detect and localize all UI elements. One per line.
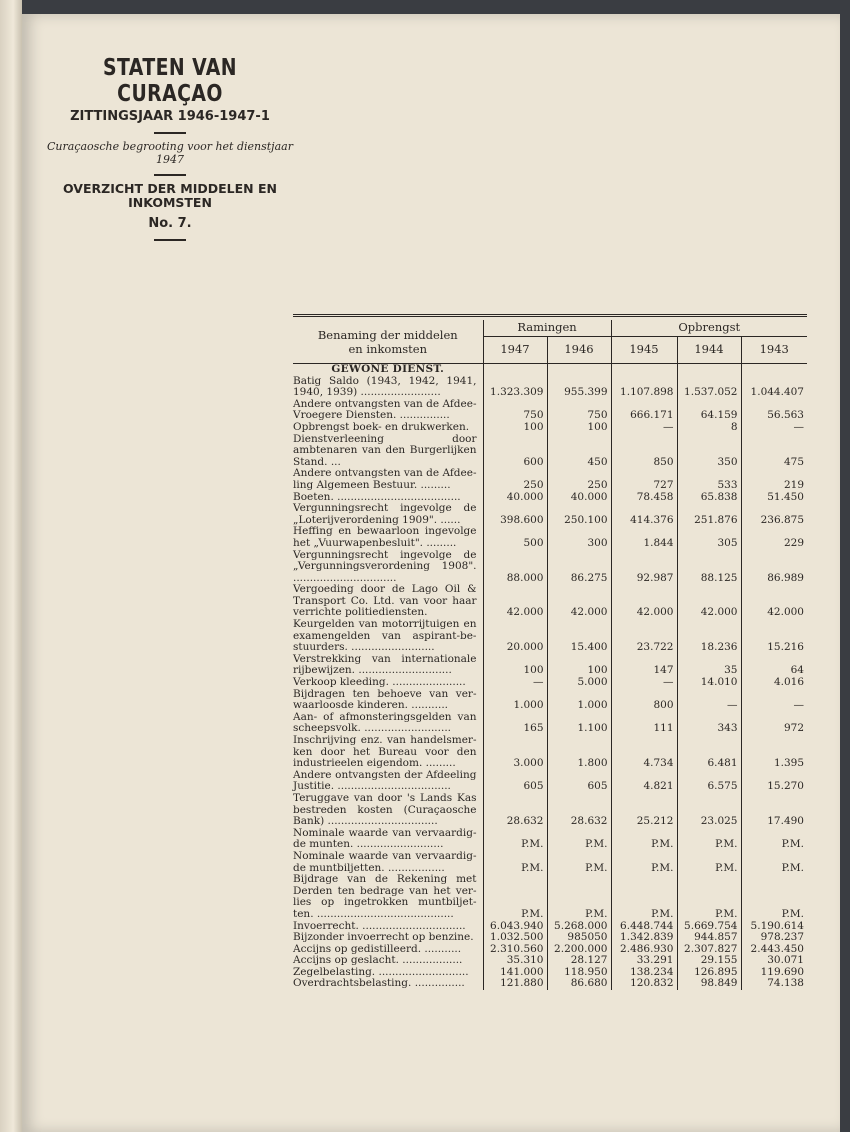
table-row (293, 689, 807, 712)
cell-1946: 300 (547, 526, 611, 549)
cell-1943: — (741, 422, 807, 434)
row-description: Andere ontvangsten van de Afdee- ling Algemeen Bestuur. ......... (293, 467, 477, 491)
cell-1944: 2.307.827 (677, 944, 741, 956)
cell-1944: 18.236 (677, 619, 741, 654)
cell-1944: 14.010 (677, 677, 741, 689)
cell-1946: 28.127 (547, 955, 611, 967)
cell-1944: 343 (677, 712, 741, 735)
cell-1945: P.M. (611, 874, 677, 920)
cell-1945: 4.821 (611, 770, 677, 793)
cell-1943: 119.690 (741, 967, 807, 979)
cell-1946: 450 (547, 434, 611, 469)
cell-1947: 35.310 (483, 955, 547, 967)
cell-1945: 4.734 (611, 735, 677, 770)
row-description: Vergunningsrecht ingevolge de „Loterijverordening 1909". ...... (293, 502, 477, 526)
cell-1947: 750 (483, 399, 547, 422)
cell-1945: P.M. (611, 828, 677, 851)
cell-1945: 727 (611, 468, 677, 491)
cell-1945: 6.448.744 (611, 921, 677, 933)
cell-1945: 1.342.839 (611, 932, 677, 944)
cell-1944: 88.125 (677, 550, 741, 585)
table-row (293, 422, 807, 434)
cell-1947: 40.000 (483, 492, 547, 504)
cell-1943: 236.875 (741, 503, 807, 526)
cell-1947: 28.632 (483, 793, 547, 828)
cell-1946: 5.000 (547, 677, 611, 689)
cell-1944: — (677, 689, 741, 712)
cell-1944: 5.669.754 (677, 921, 741, 933)
cell-1947: 605 (483, 770, 547, 793)
cell-1944: 64.159 (677, 399, 741, 422)
cell-1947: 1.032.500 (483, 932, 547, 944)
cell-1945: 138.234 (611, 967, 677, 979)
budget-subtitle-1: Curaçaosche begrooting voor het dienstjaar (47, 140, 293, 153)
cell-1946: P.M. (547, 874, 611, 920)
overview-title-1: OVERZICHT DER MIDDELEN EN (63, 181, 277, 196)
cell-1946: 2.200.000 (547, 944, 611, 956)
cell-1946: 955.399 (547, 376, 611, 399)
cell-1946: P.M. (547, 851, 611, 874)
cell-1946: 1.800 (547, 735, 611, 770)
cell-1946: 118.950 (547, 967, 611, 979)
cell-1943: 219 (741, 468, 807, 491)
cell-1946: 1.100 (547, 712, 611, 735)
cell-1945: 2.486.930 (611, 944, 677, 956)
cell-1943: 972 (741, 712, 807, 735)
table-row (293, 712, 807, 735)
cell-1944: 944.857 (677, 932, 741, 944)
row-description: Opbrengst boek- en drukwerken. (293, 420, 470, 433)
cell-1943: — (741, 689, 807, 712)
cell-1943: 74.138 (741, 978, 807, 990)
section-title: GEWONE DIENST. (331, 363, 445, 375)
column-group-estimates: Ramingen (483, 320, 611, 337)
cell-1943: 86.989 (741, 550, 807, 585)
cell-1945: 23.722 (611, 619, 677, 654)
cell-1943: 56.563 (741, 399, 807, 422)
cell-1944: 350 (677, 434, 741, 469)
cell-1945: 147 (611, 654, 677, 677)
cell-1947: 121.880 (483, 978, 547, 990)
cell-1943: 64 (741, 654, 807, 677)
cell-1947: 250 (483, 468, 547, 491)
row-description: Bijdragen ten behoeve van ver- waarloosde kinderen. ........... (293, 687, 477, 712)
cell-1943: 51.450 (741, 492, 807, 504)
cell-1944: 6.481 (677, 735, 741, 770)
cell-1943: 4.016 (741, 677, 807, 689)
cell-1943: P.M. (741, 828, 807, 851)
table-row (293, 376, 807, 399)
cell-1946: 15.400 (547, 619, 611, 654)
cell-1945: 111 (611, 712, 677, 735)
cell-1945: P.M. (611, 851, 677, 874)
cell-1945: 33.291 (611, 955, 677, 967)
cell-1943: P.M. (741, 874, 807, 920)
row-description: Accijns op geslacht. .................. (293, 954, 463, 967)
cell-1944: P.M. (677, 851, 741, 874)
row-description: Nominale waarde van vervaardig- de munten. .......................... (293, 826, 477, 851)
table-row (293, 828, 807, 851)
row-description: Teruggave van door 's Lands Kas bestreden kosten (Curaçaosche Bank) ................................. (293, 791, 477, 828)
cell-1947: 141.000 (483, 967, 547, 979)
column-group-revenue: Opbrengst (611, 320, 807, 337)
row-description: Inschrijving enz. van handelsmer- ken door het Bureau voor den industrieelen eigendom. ......... (293, 734, 477, 770)
cell-1944: 23.025 (677, 793, 741, 828)
cell-1945: — (611, 677, 677, 689)
cell-1947: 3.000 (483, 735, 547, 770)
table-row (293, 654, 807, 677)
table-row (293, 793, 807, 828)
cell-1946: 28.632 (547, 793, 611, 828)
document-number: No. 7. (148, 216, 192, 231)
cell-1943: 475 (741, 434, 807, 469)
cell-1944: P.M. (677, 874, 741, 920)
cell-1947: 398.600 (483, 503, 547, 526)
row-description: Boeten. ..................................... (293, 490, 461, 503)
cell-1947: 1.323.309 (483, 376, 547, 399)
cell-1945: 92.987 (611, 550, 677, 585)
divider (154, 174, 186, 176)
cell-1944: 42.000 (677, 584, 741, 619)
column-header-1946: 1946 (547, 337, 611, 364)
cell-1943: 978.237 (741, 932, 807, 944)
table-row (293, 932, 807, 944)
table-row (293, 584, 807, 619)
row-description: Nominale waarde van vervaardig- de muntbiljetten. ................. (293, 849, 477, 874)
cell-1943: 5.190.614 (741, 921, 807, 933)
section-row (293, 364, 807, 376)
document-header (45, 55, 295, 247)
cell-1943: 1.044.407 (741, 376, 807, 399)
table-body (293, 376, 807, 990)
cell-1944: 35 (677, 654, 741, 677)
cell-1945: 1.844 (611, 526, 677, 549)
table-row (293, 874, 807, 920)
cell-1944: 1.537.052 (677, 376, 741, 399)
cell-1945: 1.107.898 (611, 376, 677, 399)
cell-1944: P.M. (677, 828, 741, 851)
cell-1946: 40.000 (547, 492, 611, 504)
row-description: Vergunningsrecht ingevolge de „Vergunningsverordening 1908". ............................... (293, 548, 477, 584)
table-row (293, 434, 807, 469)
cell-1947: P.M. (483, 874, 547, 920)
cell-1944: 126.895 (677, 967, 741, 979)
row-description: Andere ontvangsten van de Afdee- Vroegere Diensten. ............... (293, 397, 477, 422)
row-description: Heffing en bewaarloon ingevolge het „Vuurwapenbesluit". ......... (293, 525, 477, 549)
row-description: Accijns op gedistilleerd. ........... (293, 942, 462, 955)
cell-1946: 1.000 (547, 689, 611, 712)
cell-1947: 2.310.560 (483, 944, 547, 956)
budget-table (293, 314, 807, 990)
table-row (293, 735, 807, 770)
cell-1947: P.M. (483, 828, 547, 851)
row-description: Invoerrecht. ............................... (293, 919, 466, 932)
cell-1946: 250.100 (547, 503, 611, 526)
table-row (293, 468, 807, 491)
cell-1945: 25.212 (611, 793, 677, 828)
divider (154, 239, 186, 241)
row-description: Overdrachtsbelasting. ............... (293, 977, 465, 990)
cell-1947: 42.000 (483, 584, 547, 619)
cell-1943: 17.490 (741, 793, 807, 828)
table-row (293, 770, 807, 793)
column-header-name: Benaming der middelen en inkomsten (293, 320, 483, 364)
cell-1947: 1.000 (483, 689, 547, 712)
cell-1946: 985050 (547, 932, 611, 944)
table-row (293, 677, 807, 689)
table-row (293, 399, 807, 422)
cell-1946: 42.000 (547, 584, 611, 619)
cell-1944: 65.838 (677, 492, 741, 504)
session-year: ZITTINGSJAAR 1946-1947-1 (70, 109, 270, 124)
document-title: STATEN VAN CURAÇAO (102, 55, 238, 107)
cell-1945: 666.171 (611, 399, 677, 422)
row-description: Zegelbelasting. ........................... (293, 965, 469, 978)
column-header-1944: 1944 (677, 337, 741, 364)
cell-1947: P.M. (483, 851, 547, 874)
row-description: Bijzonder invoerrecht op benzine. (293, 931, 474, 944)
table-row (293, 619, 807, 654)
table-row (293, 851, 807, 874)
cell-1945: — (611, 422, 677, 434)
group-header-row (293, 320, 807, 337)
table-row (293, 550, 807, 585)
column-header-1947: 1947 (483, 337, 547, 364)
cell-1947: 165 (483, 712, 547, 735)
cell-1945: 414.376 (611, 503, 677, 526)
cell-1943: 15.270 (741, 770, 807, 793)
cell-1946: 5.268.000 (547, 921, 611, 933)
cell-1944: 8 (677, 422, 741, 434)
cell-1946: P.M. (547, 828, 611, 851)
cell-1945: 800 (611, 689, 677, 712)
cell-1946: 100 (547, 654, 611, 677)
cell-1943: 30.071 (741, 955, 807, 967)
column-header-1943: 1943 (741, 337, 807, 364)
cell-1946: 86.275 (547, 550, 611, 585)
cell-1947: — (483, 677, 547, 689)
cell-1943: 229 (741, 526, 807, 549)
cell-1944: 305 (677, 526, 741, 549)
table-row (293, 978, 807, 990)
cell-1943: 42.000 (741, 584, 807, 619)
row-description: Bijdrage van de Rekening met Derden ten bedrage van het ver- lies op ingetrokken muntbiljet- ten. ......................................... (293, 873, 477, 920)
cell-1946: 100 (547, 422, 611, 434)
row-description: Andere ontvangsten der Afdeeling Justitie. .................................. (293, 768, 477, 793)
cell-1944: 6.575 (677, 770, 741, 793)
cell-1947: 20.000 (483, 619, 547, 654)
cell-1944: 533 (677, 468, 741, 491)
cell-1943: 15.216 (741, 619, 807, 654)
overview-title-2: INKOMSTEN (128, 195, 212, 210)
cell-1947: 88.000 (483, 550, 547, 585)
cell-1944: 29.155 (677, 955, 741, 967)
row-description: Verkoop kleeding. ...................... (293, 676, 466, 689)
row-description: Aan- of afmonsteringsgelden van scheepsvolk. .......................... (293, 710, 477, 735)
row-description: Dienstverleening door ambtenaren van den Burgerlijken Stand. ... (293, 432, 477, 468)
cell-1946: 86.680 (547, 978, 611, 990)
budget-subtitle-2: 1947 (156, 153, 184, 166)
cell-1946: 750 (547, 399, 611, 422)
table-row (293, 526, 807, 549)
cell-1947: 500 (483, 526, 547, 549)
cell-1943: 1.395 (741, 735, 807, 770)
row-description: Batig Saldo (1943, 1942, 1941, 1940, 1939) ........................ (293, 374, 477, 399)
table-row (293, 503, 807, 526)
row-description: Verstrekking van internationale rijbewijzen. ............................ (293, 652, 477, 677)
book-spine (0, 0, 22, 1132)
cell-1944: 251.876 (677, 503, 741, 526)
cell-1946: 605 (547, 770, 611, 793)
cell-1944: 98.849 (677, 978, 741, 990)
cell-1943: P.M. (741, 851, 807, 874)
cell-1943: 2.443.450 (741, 944, 807, 956)
cell-1947: 100 (483, 422, 547, 434)
cell-1947: 6.043.940 (483, 921, 547, 933)
cell-1945: 42.000 (611, 584, 677, 619)
cell-1947: 100 (483, 654, 547, 677)
cell-1946: 250 (547, 468, 611, 491)
cell-1945: 850 (611, 434, 677, 469)
cell-1945: 78.458 (611, 492, 677, 504)
divider (154, 132, 186, 134)
row-description: Keurgelden van motorrijtuigen en examengelden van aspirant-be- stuurders. ......................... (293, 618, 477, 654)
cell-1945: 120.832 (611, 978, 677, 990)
cell-1947: 600 (483, 434, 547, 469)
row-description: Vergoeding door de Lago Oil & Transport Co. Ltd. van voor haar verrichte politiediensten. (293, 583, 477, 619)
column-header-1945: 1945 (611, 337, 677, 364)
